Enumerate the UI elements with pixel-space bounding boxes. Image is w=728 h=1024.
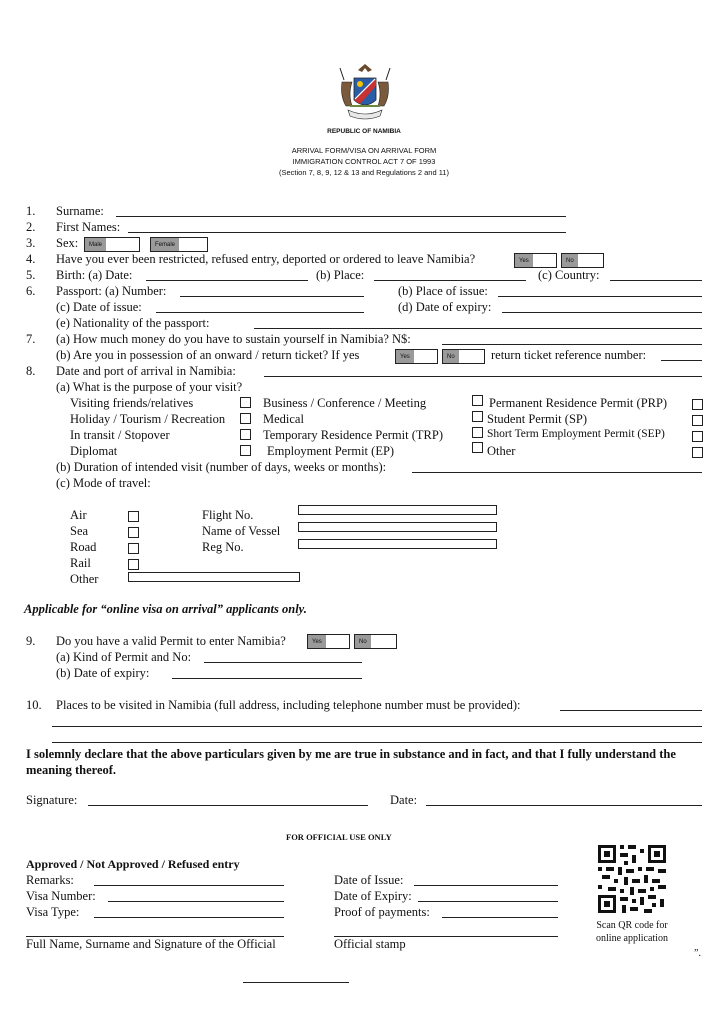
first-names-label: First Names: bbox=[56, 220, 121, 234]
female-label: Female bbox=[151, 238, 179, 251]
official-heading: FOR OFFICIAL USE ONLY bbox=[286, 832, 392, 842]
q7-number: 7. bbox=[26, 332, 36, 346]
birth-place-field[interactable] bbox=[374, 280, 526, 281]
reg-no-field[interactable] bbox=[298, 539, 497, 549]
ticket-ref-field[interactable] bbox=[661, 360, 702, 361]
birth-date-label: Birth: (a) Date: bbox=[56, 268, 133, 282]
mode-air: Air bbox=[70, 508, 87, 522]
ticket-label: (b) Are you in possession of an onward / return ticket? If yes bbox=[56, 348, 360, 362]
passport-place-issue-field[interactable] bbox=[498, 296, 702, 297]
passport-place-issue-label: (b) Place of issue: bbox=[398, 284, 488, 298]
purpose-ep: Employment Permit (EP) bbox=[267, 444, 395, 458]
q8-number: 8. bbox=[26, 364, 36, 378]
mode-other-field[interactable] bbox=[128, 572, 300, 582]
birth-country-field[interactable] bbox=[610, 280, 702, 281]
form-act: IMMIGRATION CONTROL ACT 7 OF 1993 bbox=[292, 157, 436, 166]
ticket-yes-checkbox[interactable] bbox=[395, 349, 438, 364]
expiry-date-field[interactable] bbox=[418, 901, 558, 902]
permit-yes-checkbox[interactable] bbox=[307, 634, 350, 649]
ticket-yes-label: Yes bbox=[396, 350, 414, 363]
first-names-field[interactable] bbox=[128, 232, 566, 233]
purpose-label: (a) What is the purpose of your visit? bbox=[56, 380, 243, 394]
surname-label: Surname: bbox=[56, 204, 104, 218]
passport-date-expiry-label: (d) Date of expiry: bbox=[398, 300, 492, 314]
arrival-port-field[interactable] bbox=[264, 376, 702, 377]
approval-status-label: Approved / Not Approved / Refused entry bbox=[26, 857, 240, 871]
duration-label: (b) Duration of intended visit (number of days, weeks or months): bbox=[56, 460, 387, 474]
mode-label: (c) Mode of travel: bbox=[56, 476, 151, 490]
declaration-text: I solemnly declare that the above particulars given by me are true in substance and in fact, and that I fully understand the meaning thereof. bbox=[26, 747, 676, 777]
online-visa-note: Applicable for “online visa on arrival” applicants only. bbox=[24, 602, 307, 616]
passport-date-expiry-field[interactable] bbox=[502, 312, 702, 313]
reg-no-label: Reg No. bbox=[202, 540, 244, 554]
purpose-ep-checkbox[interactable] bbox=[472, 442, 483, 453]
permit-label: Do you have a valid Permit to enter Namibia? bbox=[56, 634, 286, 648]
q4-number: 4. bbox=[26, 252, 36, 266]
money-field[interactable] bbox=[442, 344, 702, 345]
sex-female-checkbox[interactable] bbox=[150, 237, 208, 252]
purpose-holiday: Holiday / Tourism / Recreation bbox=[70, 412, 226, 426]
date-label: Date: bbox=[390, 793, 418, 807]
passport-number-field[interactable] bbox=[180, 296, 364, 297]
visa-number-field[interactable] bbox=[108, 901, 284, 902]
purpose-transit: In transit / Stopover bbox=[70, 428, 170, 442]
purpose-other: Other bbox=[487, 444, 516, 458]
places-field-2[interactable] bbox=[52, 726, 702, 727]
purpose-diplomat-checkbox[interactable] bbox=[240, 445, 251, 456]
mode-road: Road bbox=[70, 540, 97, 554]
vessel-name-field[interactable] bbox=[298, 522, 497, 532]
qr-code-icon[interactable] bbox=[596, 843, 668, 915]
purpose-sp: Student Permit (SP) bbox=[487, 412, 588, 426]
visa-type-field[interactable] bbox=[94, 917, 284, 918]
mode-other: Other bbox=[70, 572, 99, 586]
form-sections: (Section 7, 8, 9, 12 & 13 and Regulations 2 and 11) bbox=[279, 168, 449, 177]
passport-date-issue-label: (c) Date of issue: bbox=[56, 300, 142, 314]
coat-of-arms-icon bbox=[334, 62, 396, 128]
footer-line bbox=[243, 982, 349, 983]
ticket-no-checkbox[interactable] bbox=[442, 349, 485, 364]
qr-caption-2: online application bbox=[596, 933, 668, 944]
permit-yes-label: Yes bbox=[308, 635, 326, 648]
purpose-medical-checkbox[interactable] bbox=[472, 411, 483, 422]
mode-road-checkbox[interactable] bbox=[128, 543, 139, 554]
birth-date-field[interactable] bbox=[146, 280, 308, 281]
trailing-mark: ”. bbox=[694, 948, 701, 959]
mode-rail: Rail bbox=[70, 556, 91, 570]
mode-sea: Sea bbox=[70, 524, 89, 538]
remarks-field[interactable] bbox=[94, 885, 284, 886]
duration-field[interactable] bbox=[412, 472, 702, 473]
purpose-business-checkbox[interactable] bbox=[472, 395, 483, 406]
passport-date-issue-field[interactable] bbox=[156, 312, 364, 313]
restricted-yes-checkbox[interactable] bbox=[514, 253, 557, 268]
flight-no-label: Flight No. bbox=[202, 508, 254, 522]
date-field[interactable] bbox=[426, 805, 702, 806]
money-label: (a) How much money do you have to sustain yourself in Namibia? N$: bbox=[56, 332, 411, 346]
male-label: Male bbox=[85, 238, 106, 251]
purpose-trp: Temporary Residence Permit (TRP) bbox=[263, 428, 443, 442]
q6-number: 6. bbox=[26, 284, 36, 298]
proof-payment-field[interactable] bbox=[442, 917, 558, 918]
purpose-business: Business / Conference / Meeting bbox=[263, 396, 427, 410]
purpose-holiday-checkbox[interactable] bbox=[240, 413, 251, 424]
visa-type-label: Visa Type: bbox=[26, 905, 80, 919]
birth-country-label: (c) Country: bbox=[538, 268, 600, 282]
permit-expiry-field[interactable] bbox=[172, 678, 362, 679]
permit-kind-field[interactable] bbox=[204, 662, 362, 663]
qr-caption-1: Scan QR code for bbox=[596, 920, 668, 931]
q9-number: 9. bbox=[26, 634, 36, 648]
q5-number: 5. bbox=[26, 268, 36, 282]
passport-number-label: Passport: (a) Number: bbox=[56, 284, 167, 298]
mode-air-checkbox[interactable] bbox=[128, 511, 139, 522]
permit-no-label: No bbox=[355, 635, 371, 648]
purpose-other-checkbox[interactable] bbox=[692, 447, 703, 458]
passport-nationality-field[interactable] bbox=[254, 328, 702, 329]
purpose-transit-checkbox[interactable] bbox=[240, 429, 251, 440]
purpose-prp: Permanent Residence Permit (PRP) bbox=[489, 396, 668, 410]
yes-label: Yes bbox=[515, 254, 533, 267]
purpose-diplomat: Diplomat bbox=[70, 444, 118, 458]
official-stamp-label: Official stamp bbox=[334, 937, 406, 951]
mode-sea-checkbox[interactable] bbox=[128, 527, 139, 538]
passport-nationality-label: (e) Nationality of the passport: bbox=[56, 316, 210, 330]
purpose-sep-checkbox[interactable] bbox=[692, 431, 703, 442]
arrival-port-label: Date and port of arrival in Namibia: bbox=[56, 364, 236, 378]
ticket-ref-label: return ticket reference number: bbox=[491, 348, 647, 362]
mode-rail-checkbox[interactable] bbox=[128, 559, 139, 570]
purpose-visiting: Visiting friends/relatives bbox=[70, 396, 194, 410]
purpose-sp-checkbox[interactable] bbox=[692, 415, 703, 426]
signature-label: Signature: bbox=[26, 793, 78, 807]
birth-place-label: (b) Place: bbox=[316, 268, 365, 282]
q3-number: 3. bbox=[26, 236, 36, 250]
signature-field[interactable] bbox=[88, 805, 368, 806]
sex-label: Sex: bbox=[56, 236, 79, 250]
proof-payment-label: Proof of payments: bbox=[334, 905, 430, 919]
sex-male-checkbox[interactable] bbox=[84, 237, 140, 252]
purpose-visiting-checkbox[interactable] bbox=[240, 397, 251, 408]
q10-number: 10. bbox=[26, 698, 42, 712]
permit-no-checkbox[interactable] bbox=[354, 634, 397, 649]
issue-date-field[interactable] bbox=[414, 885, 558, 886]
surname-field[interactable] bbox=[116, 216, 566, 217]
restricted-no-checkbox[interactable] bbox=[561, 253, 604, 268]
purpose-sep: Short Term Employment Permit (SEP) bbox=[487, 428, 665, 440]
no-label: No bbox=[562, 254, 578, 267]
places-label: Places to be visited in Namibia (full address, including telephone number must be provided): bbox=[56, 698, 521, 712]
permit-expiry-label: (b) Date of expiry: bbox=[56, 666, 150, 680]
q2-number: 2. bbox=[26, 220, 36, 234]
q1-number: 1. bbox=[26, 204, 36, 218]
purpose-medical: Medical bbox=[263, 412, 304, 426]
ticket-no-label: No bbox=[443, 350, 459, 363]
issue-date-label: Date of Issue: bbox=[334, 873, 404, 887]
visa-number-label: Visa Number: bbox=[26, 889, 96, 903]
places-field-3[interactable] bbox=[52, 742, 702, 743]
official-name-label: Full Name, Surname and Signature of the Official bbox=[26, 937, 276, 951]
purpose-trp-checkbox[interactable] bbox=[472, 427, 483, 438]
restricted-label: Have you ever been restricted, refused entry, deported or ordered to leave Namibia? bbox=[56, 252, 476, 266]
places-field-1[interactable] bbox=[560, 710, 702, 711]
permit-kind-label: (a) Kind of Permit and No: bbox=[56, 650, 192, 664]
vessel-name-label: Name of Vessel bbox=[202, 524, 281, 538]
form-title: ARRIVAL FORM/VISA ON ARRIVAL FORM bbox=[291, 146, 437, 155]
expiry-date-label: Date of Expiry: bbox=[334, 889, 412, 903]
country-name: REPUBLIC OF NAMIBIA bbox=[327, 128, 401, 135]
remarks-label: Remarks: bbox=[26, 873, 74, 887]
purpose-prp-checkbox[interactable] bbox=[692, 399, 703, 410]
flight-no-field[interactable] bbox=[298, 505, 497, 515]
